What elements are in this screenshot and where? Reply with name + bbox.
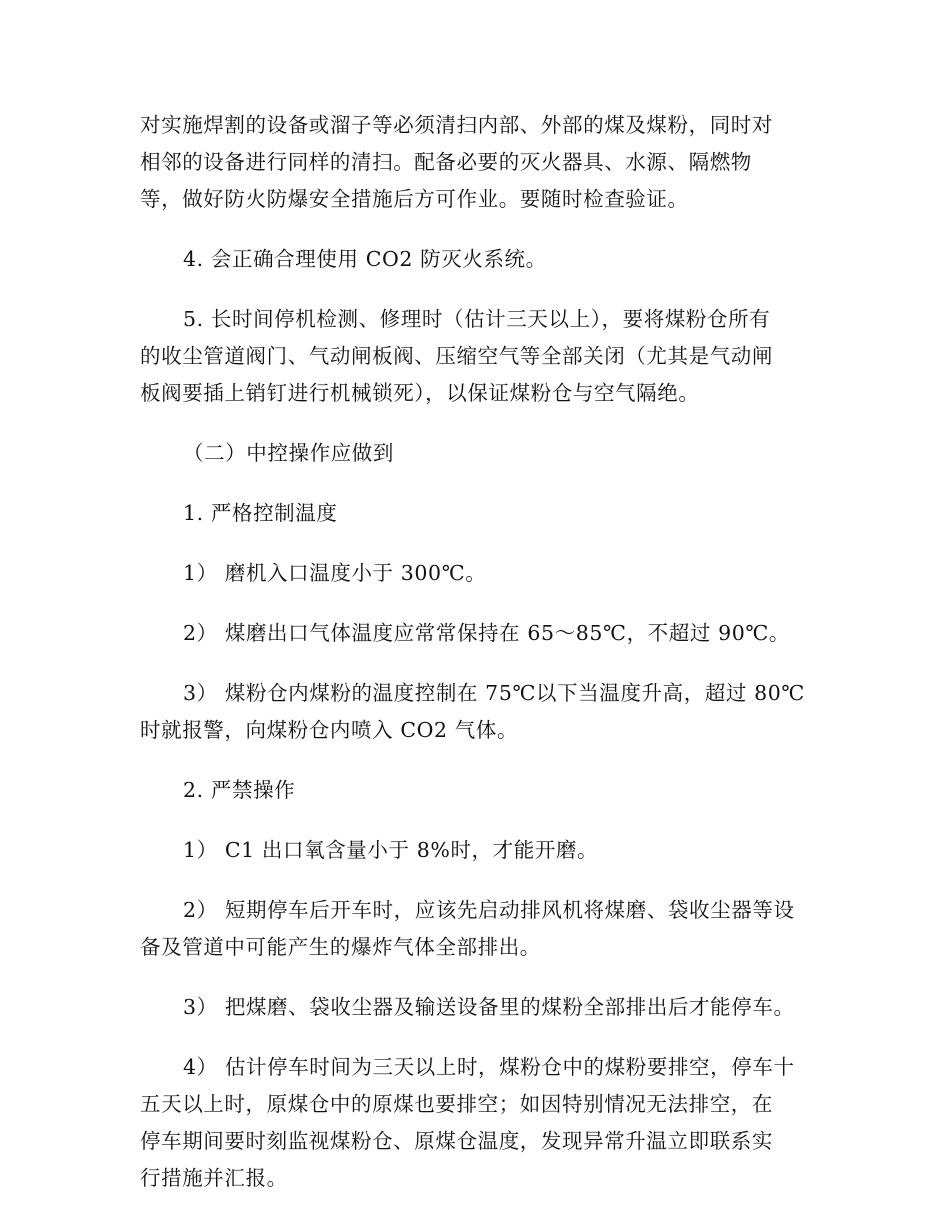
list-item	[140, 555, 810, 592]
text-line: 停车期间要时刻监视煤粉仓、原煤仓温度，发现异常升温立即联系实	[140, 1129, 773, 1153]
list-item	[140, 615, 810, 652]
text-line: 1） 磨机入口温度小于 300℃。	[183, 561, 487, 585]
list-item	[140, 1049, 810, 1197]
text-line: 备及管道中可能产生的爆炸气体全部排出。	[140, 935, 541, 959]
subsection-heading	[140, 495, 810, 532]
subsection-heading	[140, 772, 810, 809]
paragraph	[140, 107, 810, 218]
text-line: 板阀要插上销钉进行机械锁死），以保证煤粉仓与空气隔绝。	[140, 381, 700, 405]
text-line: 对实施焊割的设备或溜子等必须清扫内部、外部的煤及煤粉，同时对	[140, 113, 773, 137]
text-line: 等，做好防火防爆安全措施后方可作业。要随时检查验证。	[140, 187, 689, 211]
section-heading	[140, 435, 810, 472]
text-line: 时就报警，向煤粉仓内喷入 CO2 气体。	[140, 718, 519, 742]
text-line: 2. 严禁操作	[183, 778, 296, 802]
document-page	[140, 107, 810, 1220]
text-line: 相邻的设备进行同样的清扫。配备必要的灭火器具、水源、隔燃物	[140, 150, 752, 174]
text-line: （二）中控操作应做到	[183, 441, 394, 465]
text-line: 2） 煤磨出口气体温度应常常保持在 65～85℃，不超过 90℃。	[183, 621, 791, 645]
list-item	[140, 892, 810, 966]
text-line: 3） 煤粉仓内煤粉的温度控制在 75℃以下当温度升高，超过 80℃	[183, 681, 805, 705]
paragraph	[140, 301, 810, 412]
text-line: 3） 把煤磨、袋收尘器及输送设备里的煤粉全部排出后才能停车。	[183, 995, 795, 1019]
text-line: 5. 长时间停机检测、修理时（估计三天以上），要将煤粉仓所有	[183, 307, 771, 331]
text-line: 五天以上时，原煤仓中的原煤也要排空；如因特别情况无法排空，在	[140, 1092, 773, 1116]
list-item	[140, 675, 810, 749]
paragraph	[140, 241, 810, 278]
text-line: 2） 短期停车后开车时，应该先启动排风机将煤磨、袋收尘器等设	[183, 898, 795, 922]
text-line: 1. 严格控制温度	[183, 501, 338, 525]
text-line: 1） C1 出口氧含量小于 8%时，才能开磨。	[183, 838, 599, 862]
text-line: 4） 估计停车时间为三天以上时，煤粉仓中的煤粉要排空，停车十	[183, 1055, 795, 1079]
text-line: 行措施并汇报。	[140, 1166, 288, 1190]
list-item	[140, 832, 810, 869]
list-item	[140, 989, 810, 1026]
text-line: 的收尘管道阀门、气动闸板阀、压缩空气等全部关闭（尤其是气动闸	[140, 344, 773, 368]
text-line: 4. 会正确合理使用 CO2 防灭火系统。	[183, 247, 547, 271]
